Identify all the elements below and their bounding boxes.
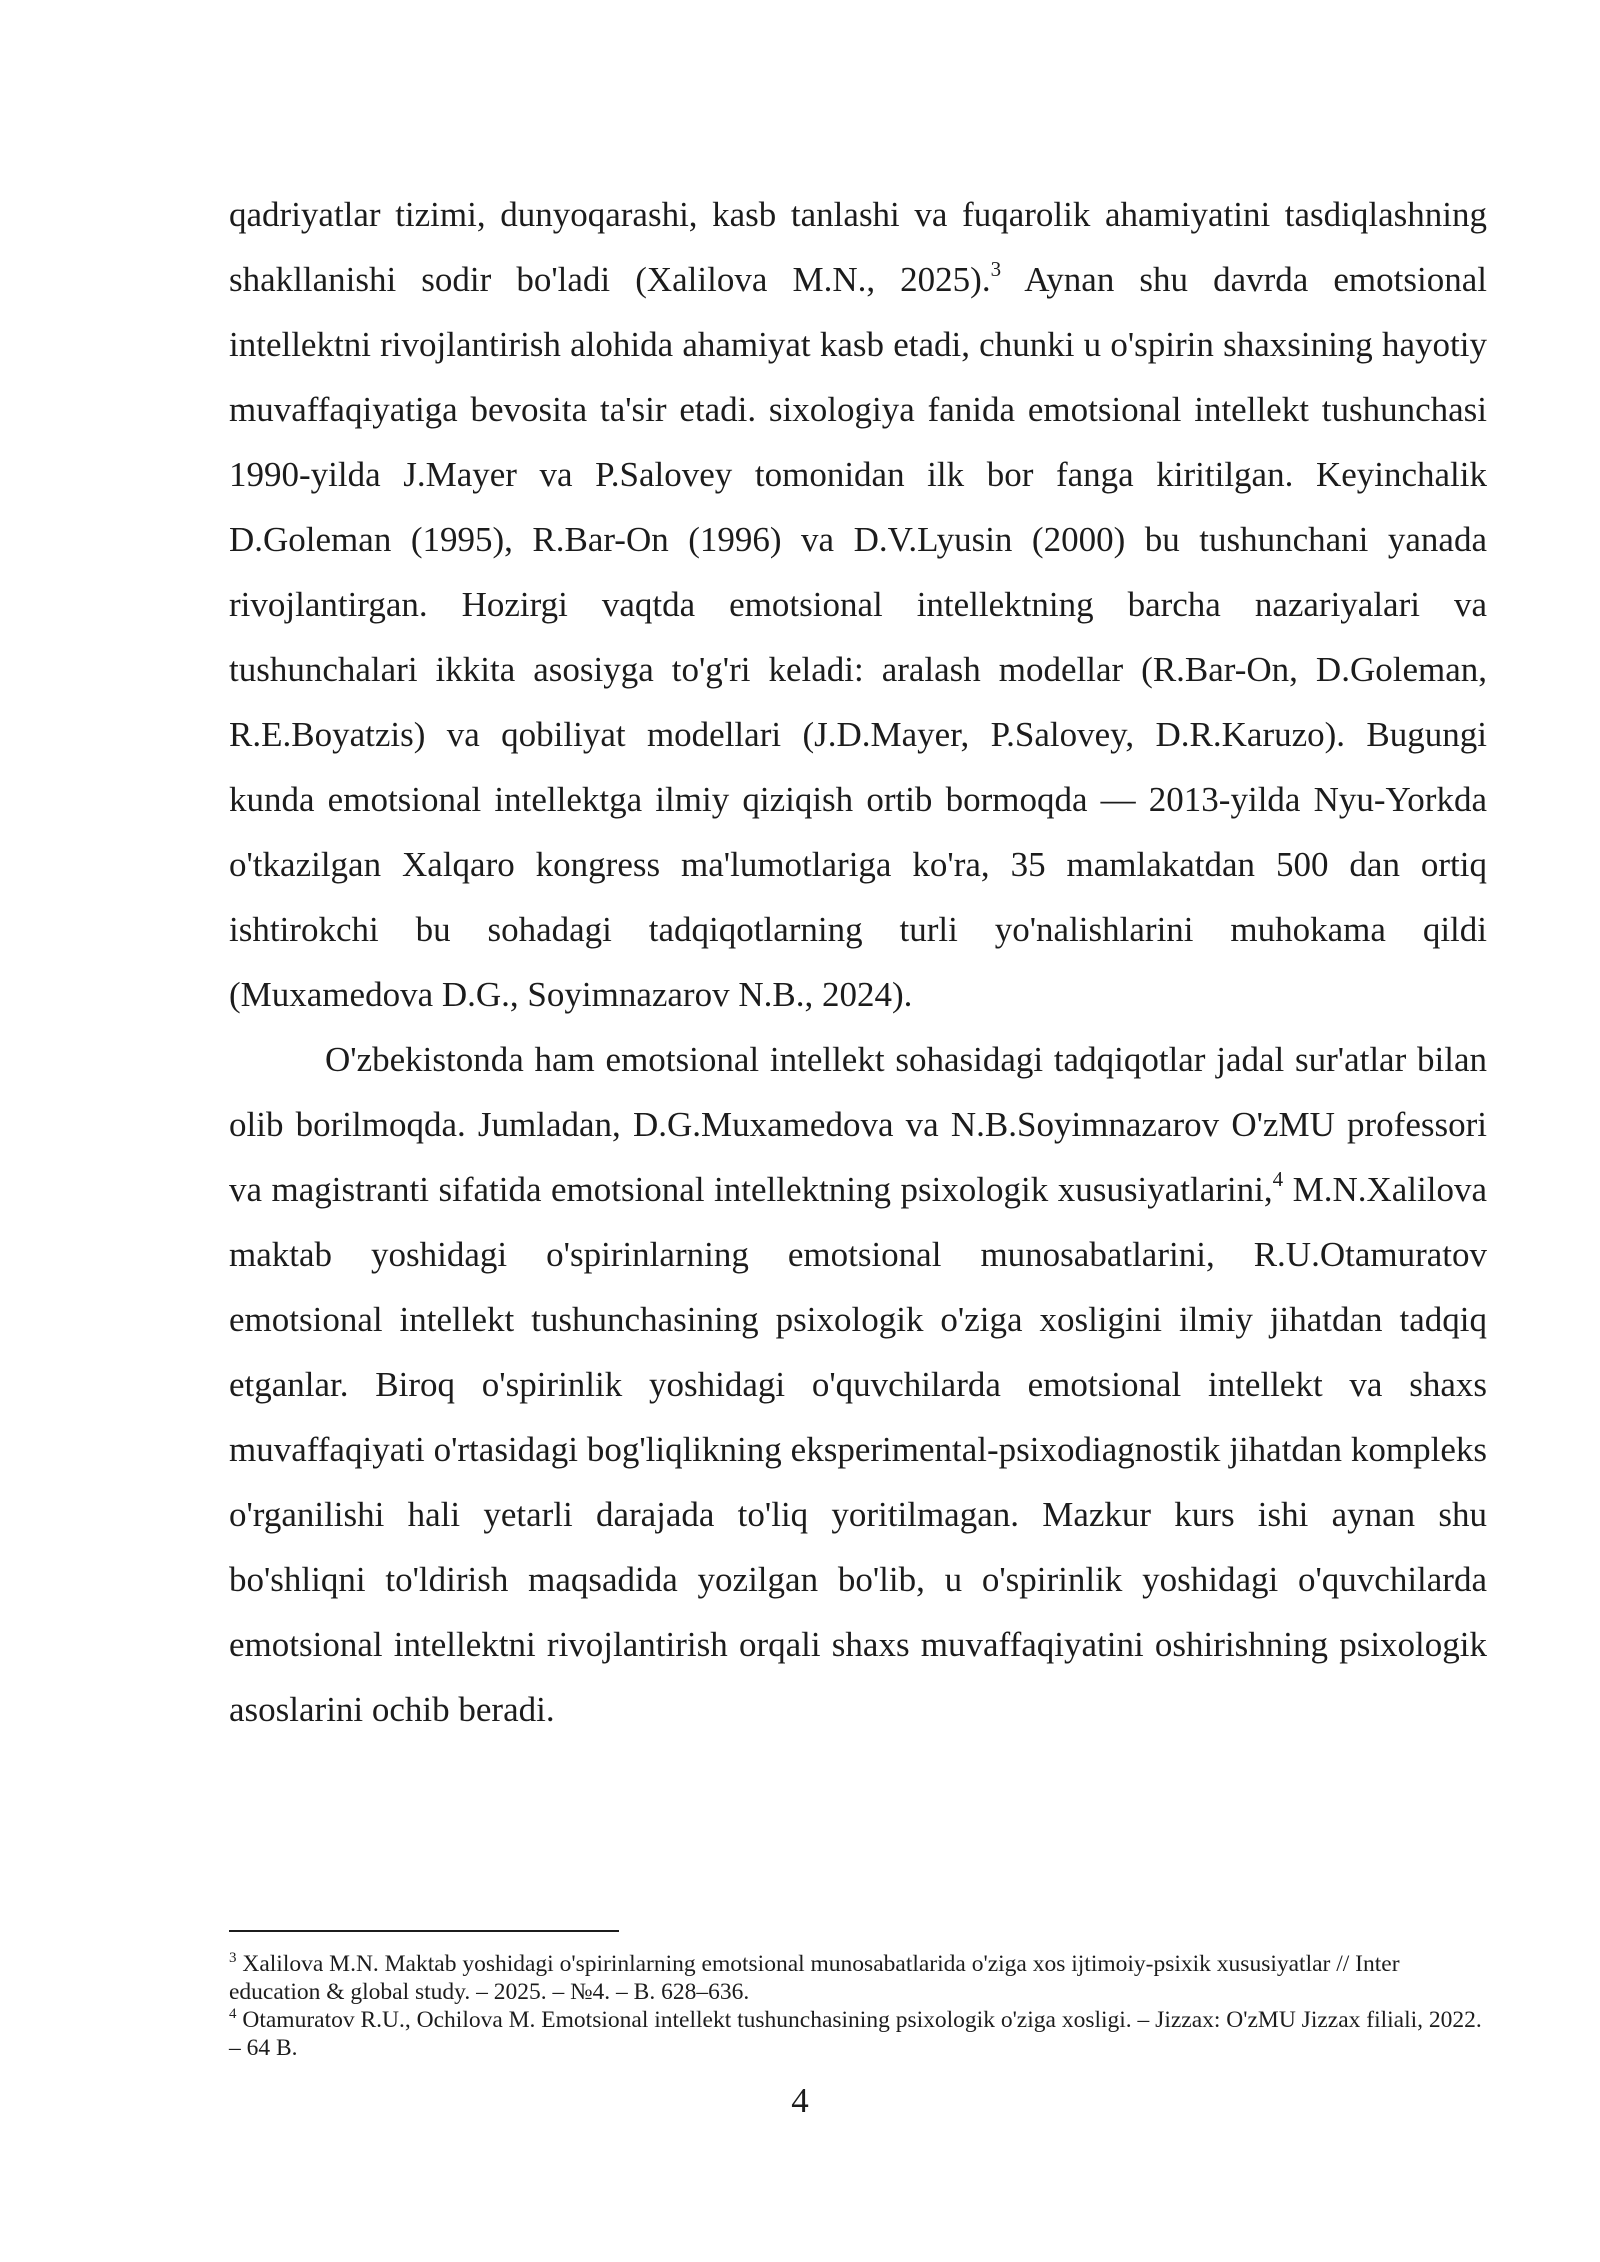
footnote-ref-4[interactable]: 4 xyxy=(1272,1167,1284,1191)
paragraph-1 xyxy=(229,182,1487,1027)
footnote-separator xyxy=(229,1930,619,1932)
paragraph-1-text-a: qadriyatlar tizimi, dunyoqarashi, kasb tanlashi va fuqarolik ahamiyatini tasdiqlashning shakllanishi sodir bo'ladi (Xalilova M.N., 2025). xyxy=(229,195,1487,299)
footnote-3-text: Xalilova M.N. Maktab yoshidagi o'spirinlarning emotsional munosabatlarida o'ziga xos ijtimoiy-psixik xususiyatlar // Inter education & global study. – 2025. – №4. – B. 628–636. xyxy=(229,1951,1400,2005)
footnote-ref-3[interactable]: 3 xyxy=(990,257,1002,281)
body-text xyxy=(229,182,1487,1742)
footnote-4-text: Otamuratov R.U., Ochilova M. Emotsional intellekt tushunchasining psixologik o'ziga xosligi. – Jizzax: O'zMU Jizzax filiali, 2022. – 64 B. xyxy=(229,2007,1482,2061)
paragraph-1-text-b: Aynan shu davrda emotsional intellektni rivojlantirish alohida ahamiyat kasb etadi, chunki u o'spirin shaxsining hayotiy muvaffaqiyatiga bevosita ta'sir etadi. sixologiya fanida emotsional intellekt tushunchasi 1990-yilda J.Mayer va P.Salovey tomonidan ilk bor fanga kiritilgan. Keyinchalik D.Goleman (1995), R.Bar-On (1996) va D.V.Lyusin (2000) bu tushunchani yanada rivojlantirgan. Hozirgi vaqtda emotsional intellektning barcha nazariyalari va tushunchalari ikkita asosiyga to'g'ri keladi: aralash modellar (R.Bar-On, D.Goleman, R.E.Boyatzis) va qobiliyat modellari (J.D.Mayer, P.Salovey, D.R.Karuzo). Bugungi kunda emotsional intellektga ilmiy qiziqish ortib bormoqda — 2013-yilda Nyu-Yorkda o'tkazilgan Xalqaro kongress ma'lumotlariga ko'ra, 35 mamlakatdan 500 dan ortiq ishtirokchi bu sohadagi tadqiqotlarning turli yo'nalishlarini muhokama qildi (Muxamedova D.G., Soyimnazarov N.B., 2024). xyxy=(229,260,1487,1014)
paragraph-2 xyxy=(229,1027,1487,1742)
paragraph-2-text-a: O'zbekistonda ham emotsional intellekt sohasidagi tadqiqotlar jadal sur'atlar bilan olib borilmoqda. Jumladan, D.G.Muxamedova va N.B.Soyimnazarov O'zMU professori va magistranti sifatida emotsional intellektning psixologik xususiyatlarini, xyxy=(229,1040,1487,1209)
footnote-mark-4: 4 xyxy=(229,2006,237,2022)
paragraph-2-text-b: M.N.Xalilova maktab yoshidagi o'spirinlarning emotsional munosabatlarini, R.U.Otamuratov emotsional intellekt tushunchasining psixologik o'ziga xosligini ilmiy jihatdan tadqiq etganlar. Biroq o'spirinlik yoshidagi o'quvchilarda emotsional intellekt va shaxs muvaffaqiyati o'rtasidagi bog'liqlikning eksperimental-psixodiagnostik jihatdan kompleks o'rganilishi hali yetarli darajada to'liq yoritilmagan. Mazkur kurs ishi aynan shu bo'shliqni to'ldirish maqsadida yozilgan bo'lib, u o'spirinlik yoshidagi o'quvchilarda emotsional intellektni rivojlantirish orqali shaxs muvaffaqiyatini oshirishning psixologik asoslarini ochib beradi. xyxy=(229,1170,1487,1729)
footnote-mark-3: 3 xyxy=(229,1950,237,1966)
footnote-3 xyxy=(229,1950,1487,2006)
page-number: 4 xyxy=(791,2081,809,2120)
footnotes xyxy=(229,1950,1487,2062)
footnote-4 xyxy=(229,2006,1487,2062)
